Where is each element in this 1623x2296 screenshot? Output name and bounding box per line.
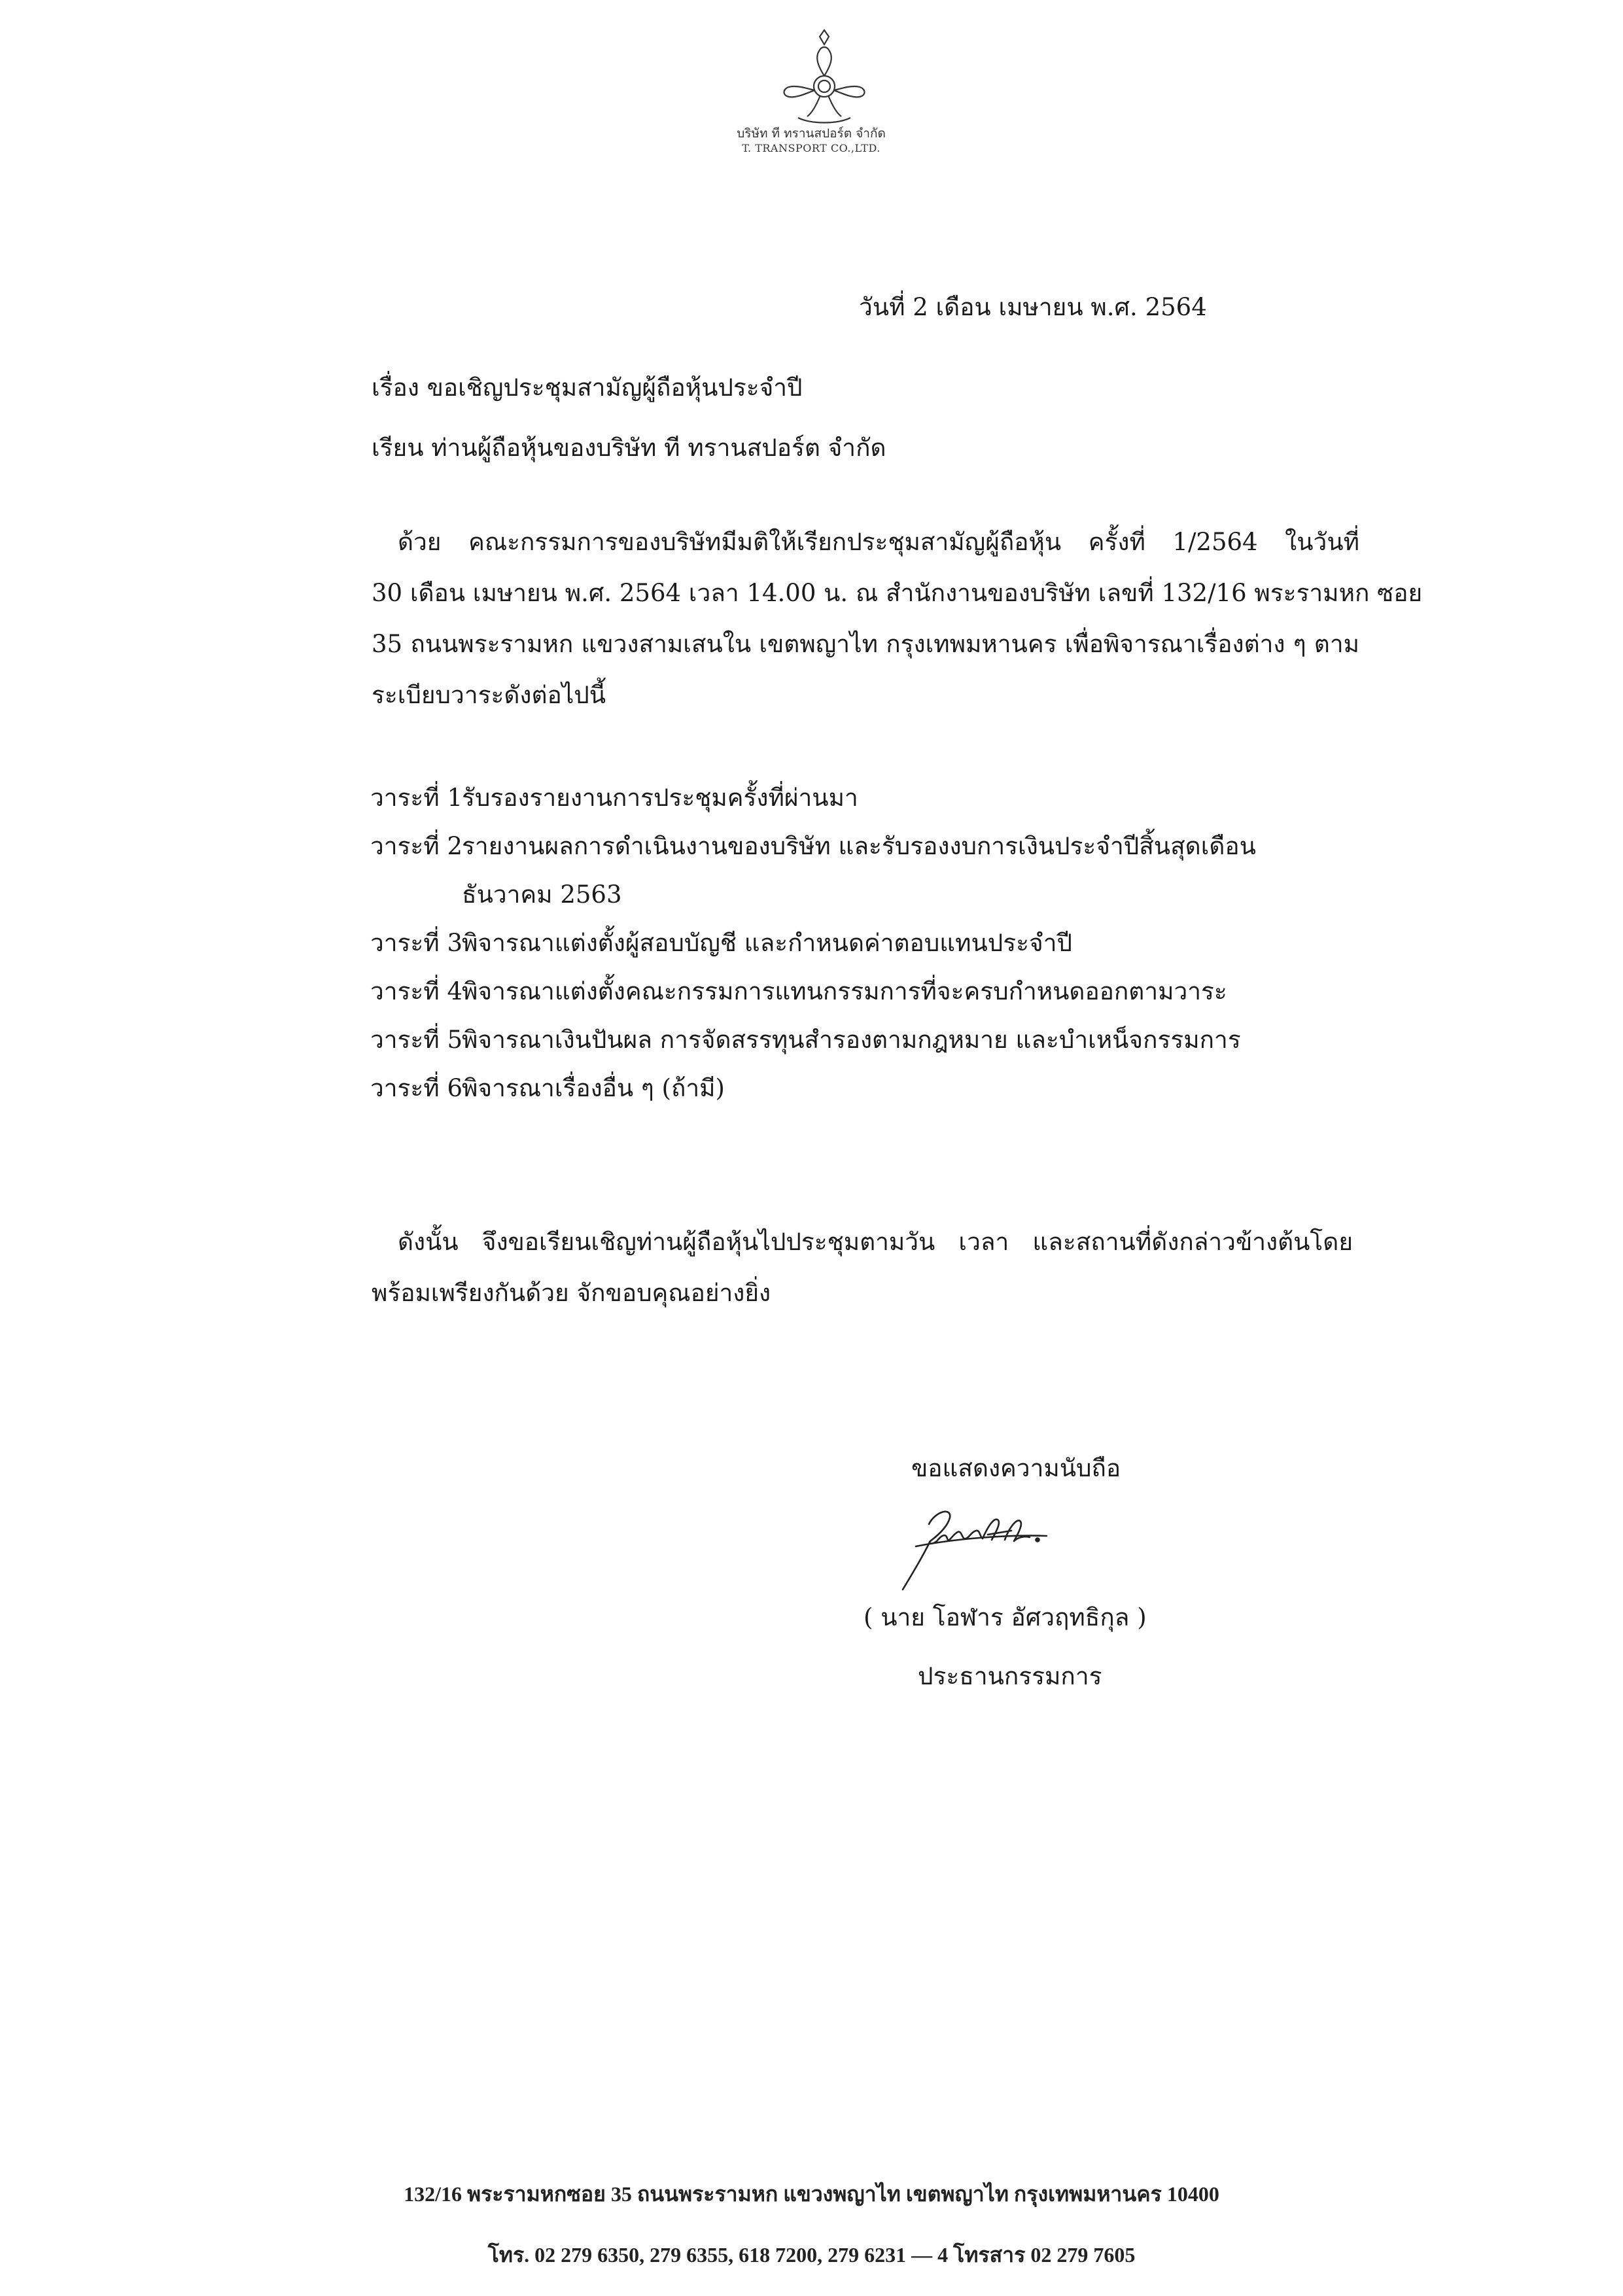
letter-subject: เรื่อง ขอเชิญประชุมสามัญผู้ถือหุ้นประจำปี [372,374,803,402]
agenda-item [370,1069,1352,1108]
agenda-description: พิจารณาเรื่องอื่น ๆ (ถ้ามี) [462,1074,725,1102]
agenda-description: พิจารณาเงินปันผล การจัดสรรทุนสำรองตามกฎหมาย และบำเหน็จกรรมการ [462,1026,1241,1054]
agenda-description: รายงานผลการดำเนินงานของบริษัท และรับรองงบการเงินประจำปีสิ้นสุดเดือน [462,832,1256,860]
body-line: ด้วย คณะกรรมการของบริษัทมีมติให้เรียกประชุมสามัญผู้ถือหุ้น ครั้งที่ 1/2564 ในวันที่ [398,528,1359,556]
agenda-item [370,778,1352,818]
agenda-number: วาระที่ 5 [370,1026,462,1054]
body-paragraph [372,517,1423,721]
agenda-item [370,972,1352,1011]
footer-address: 132/16 พระรามหกซอย 35 ถนนพระรามหก แขวงพญาไท เขตพญาไท กรุงเทพมหานคร 10400 [404,2182,1219,2206]
body-line: 30 เดือน เมษายน พ.ศ. 2564 เวลา 14.00 น. ณ สำนักงานของบริษัท เลขที่ 132/16 พระรามหก ซอย [372,579,1423,607]
company-name-thai: บริษัท ที ทรานสปอร์ต จำกัด [737,126,886,141]
letter-date: วันที่ 2 เดือน เมษายน พ.ศ. 2564 [859,293,1207,321]
handwritten-signature [890,1498,1125,1603]
closing-line: ดังนั้น จึงขอเรียนเชิญท่านผู้ถือหุ้นไปประชุมตามวัน เวลา และสถานที่ดังกล่าวข้างต้นโดย [398,1228,1353,1256]
footer-phone: โทร. 02 279 6350, 279 6355, 618 7200, 279 6231 — 4 โทรสาร 02 279 7605 [487,2243,1136,2267]
agenda-number: วาระที่ 6 [370,1074,462,1102]
agenda-list [370,778,1352,1108]
agenda-description: พิจารณาแต่งตั้งคณะกรรมการแทนกรรมการที่จะครบกำหนดออกตามวาระ [462,977,1227,1005]
agenda-number: วาระที่ 2 [370,832,462,860]
agenda-number: วาระที่ 1 [370,784,462,812]
complimentary-close: ขอแสดงความนับถือ [911,1454,1121,1482]
body-line: ระเบียบวาระดังต่อไปนี้ [372,681,606,709]
agenda-description: พิจารณาแต่งตั้งผู้สอบบัญชี และกำหนดค่าตอบแทนประจำปี [462,929,1072,957]
company-name-english: T. TRANSPORT CO.,LTD. [742,142,881,154]
agenda-number: วาระที่ 3 [370,929,462,957]
body-line: 35 ถนนพระรามหก แขวงสามเสนใน เขตพญาไท กรุงเทพมหานคร เพื่อพิจารณาเรื่องต่าง ๆ ตาม [372,630,1359,658]
signer-title: ประธานกรรมการ [918,1662,1102,1690]
agenda-item-continuation [370,875,1352,914]
signer-name: ( นาย โอฬาร อัศวฤทธิกุล ) [864,1603,1147,1631]
agenda-item [370,1020,1352,1060]
closing-paragraph [372,1217,1353,1319]
closing-line: พร้อมเพรียงกันด้วย จักขอบคุณอย่างยิ่ง [372,1279,771,1307]
company-logo [752,26,896,137]
letter-salutation: เรียน ท่านผู้ถือหุ้นของบริษัท ที ทรานสปอร์ต จำกัด [372,434,886,462]
agenda-item [370,924,1352,963]
agenda-description: ธันวาคม 2563 [462,880,622,909]
agenda-number: วาระที่ 4 [370,977,462,1005]
agenda-item [370,827,1352,866]
agenda-description: รับรองรายงานการประชุมครั้งที่ผ่านมา [462,784,858,812]
